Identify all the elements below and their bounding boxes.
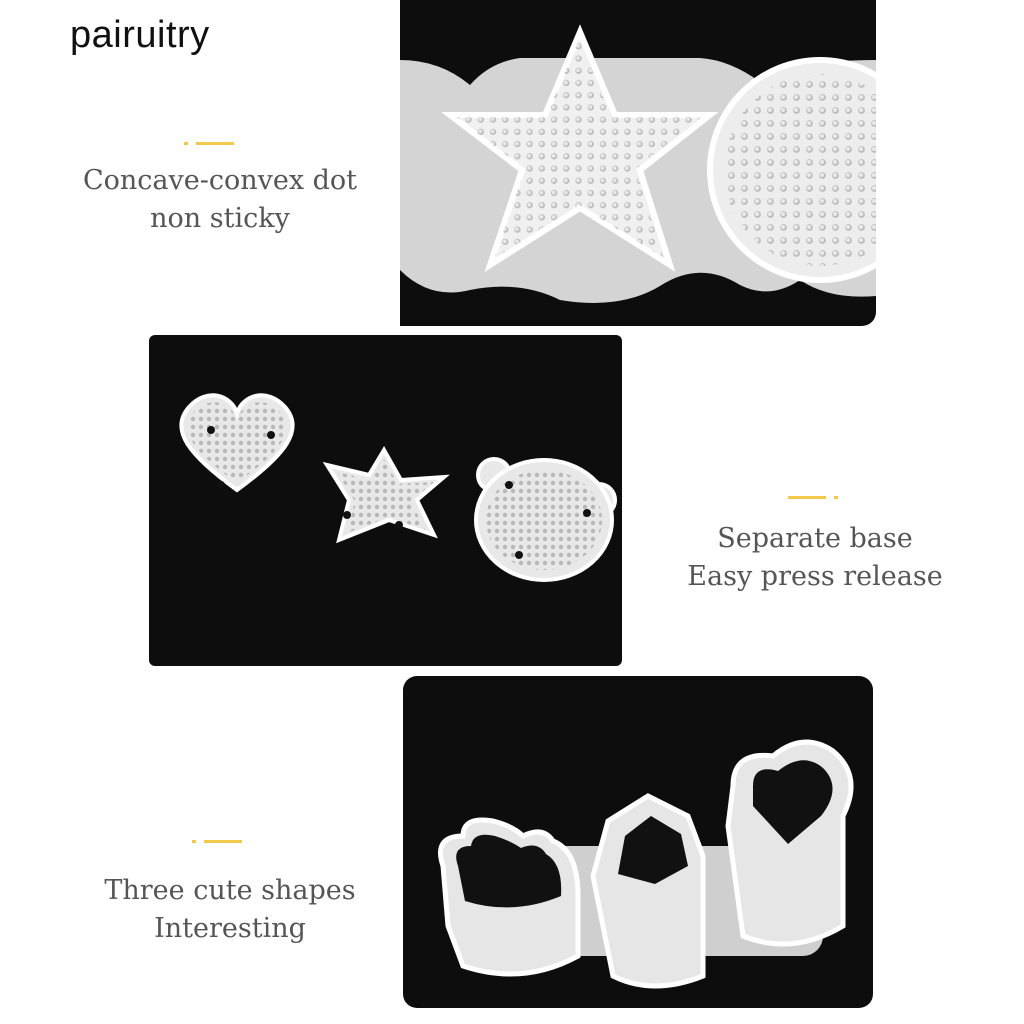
cutters-illustration bbox=[403, 676, 873, 1008]
feature-3-line-2: Interesting bbox=[154, 913, 306, 944]
accent-divider-2 bbox=[788, 496, 838, 499]
three-shape-cutters-photo bbox=[403, 676, 873, 1008]
feature-2-line-1: Separate base bbox=[717, 523, 913, 554]
mold-illustration bbox=[400, 0, 876, 326]
star-mold-closeup-photo bbox=[400, 0, 876, 326]
feature-1-line-2: non sticky bbox=[150, 203, 290, 234]
feature-2-line-2: Easy press release bbox=[687, 561, 943, 592]
feature-3-line-1: Three cute shapes bbox=[104, 875, 356, 906]
accent-divider-1 bbox=[184, 142, 234, 145]
feature-1-line-1: Concave-convex dot bbox=[82, 165, 358, 196]
accent-divider-3 bbox=[192, 840, 242, 843]
feature-caption-2 bbox=[650, 520, 980, 596]
feature-caption-1 bbox=[60, 162, 380, 238]
brand-logo: pairuitry bbox=[70, 14, 210, 56]
three-mold-bases-photo bbox=[149, 335, 622, 666]
bases-illustration bbox=[149, 335, 622, 666]
feature-caption-3 bbox=[60, 872, 400, 948]
